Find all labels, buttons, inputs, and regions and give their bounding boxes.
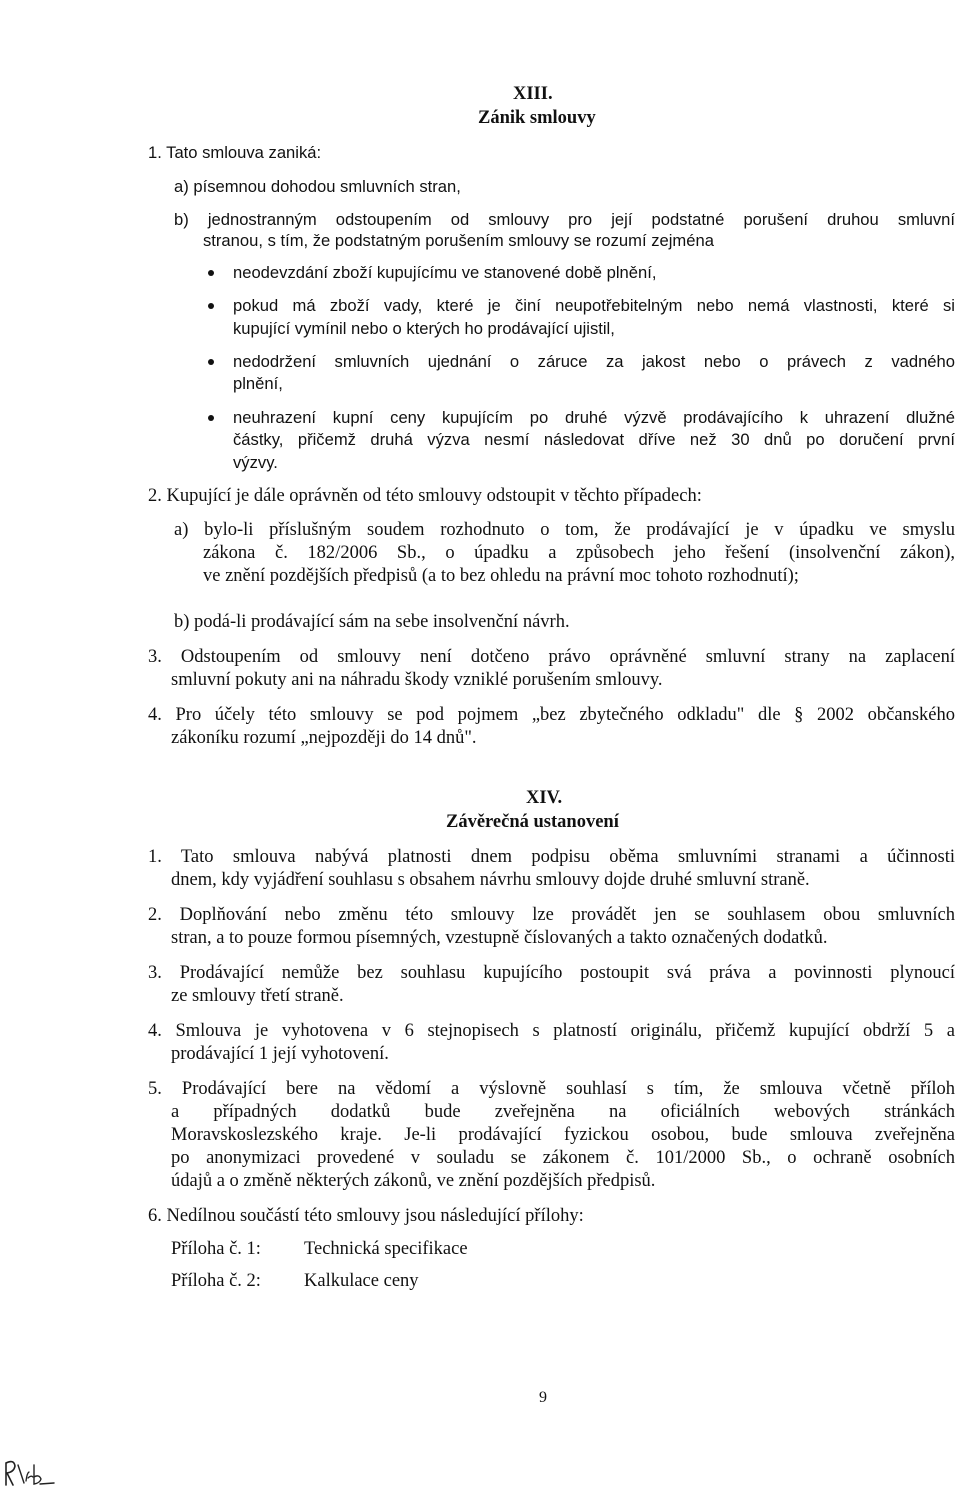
sec14-p6-lead: 6. Nedílnou součástí této smlouvy jsou následující přílohy: bbox=[148, 1206, 584, 1226]
sec14-p5-line1: 5. Prodávající bere na vědomí a výslovně souhlasí s tím, že smlouva včetně příloh bbox=[148, 1079, 955, 1099]
sec14-p1-line2: dnem, kdy vyjádření souhlasu s obsahem návrhu smlouvy dojde druhé smluvní straně. bbox=[171, 870, 810, 890]
sec13-bullet-4-line1: neuhrazení kupní ceny kupujícím po druhé výzvě prodávajícího k uhrazení dlužné bbox=[233, 408, 955, 427]
sec13-p1-lead: 1. Tato smlouva zaniká: bbox=[148, 143, 322, 162]
sec13-bullet-3-line2: plnění, bbox=[233, 374, 283, 393]
page-number: 9 bbox=[539, 1389, 547, 1406]
sec14-p5-line4: po anonymizaci provedené v souladu se zákonem č. 101/2000 Sb., o ochraně osobních bbox=[171, 1148, 955, 1168]
sec13-bullet-3-line1: nedodržení smluvních ujednání o záruce za jakost nebo o právech z vadného bbox=[233, 352, 955, 371]
sec13-p2-item-a-line3: ve znění pozdějších předpisů (a to bez ohledu na právní moc tohoto rozhodnutí); bbox=[203, 566, 799, 586]
bullet-icon bbox=[208, 270, 214, 276]
sec13-bullet-4-line3: výzvy. bbox=[233, 453, 278, 472]
bullet-icon bbox=[208, 415, 214, 421]
sec14-p3-line2: ze smlouvy třetí straně. bbox=[171, 986, 344, 1006]
sec14-p1-line1: 1. Tato smlouva nabývá platnosti dnem podpisu oběma smluvními stranami a účinnosti bbox=[148, 847, 955, 867]
sec13-bullet-4-line2: částky, přičemž druhá výzva nesmí následovat dříve než 30 dnů po doručení první bbox=[233, 430, 955, 449]
section-14-number: XIV. bbox=[526, 788, 563, 808]
sec13-p2-item-a-line1: a) bylo-li příslušným soudem rozhodnuto o tom, že prodávající je v úpadku ve smyslu bbox=[174, 520, 955, 540]
handwritten-initials bbox=[0, 1455, 60, 1491]
sec13-bullet-1: neodevzdání zboží kupujícímu ve stanovené době plnění, bbox=[233, 263, 657, 282]
sec13-p3-line2: smluvní pokuty ani na náhradu škody vzniklé porušením smlouvy. bbox=[171, 670, 663, 690]
sec14-p2-line2: stran, a to pouze formou písemných, vzestupně číslovaných a takto označených dodatků. bbox=[171, 928, 828, 948]
sec13-p1-item-a: a) písemnou dohodou smluvních stran, bbox=[174, 177, 461, 196]
sec13-bullet-2-line1: pokud má zboží vady, které je činí neupotřebitelným nebo nemá vlastnosti, které si bbox=[233, 296, 955, 315]
sec14-p3-line1: 3. Prodávající nemůže bez souhlasu kupujícího postoupit svá práva a povinnosti plynoucí bbox=[148, 963, 955, 983]
sec13-p1-item-b-line2: stranou, s tím, že podstatným porušením smlouvy se rozumí zejména bbox=[203, 231, 714, 250]
sec13-p4-line2: zákoníku rozumí „nejpozději do 14 dnů". bbox=[171, 728, 477, 748]
bullet-icon bbox=[208, 359, 214, 365]
sec14-p2-line1: 2. Doplňování nebo změnu této smlouvy lze provádět jen se souhlasem obou smluvních bbox=[148, 905, 955, 925]
sec14-p5-line3: Moravskoslezského kraje. Je-li prodávající fyzickou osobou, bude smlouva zveřejněna bbox=[171, 1125, 955, 1145]
sec14-p5-line2: a případných dodatků bude zveřejněna na oficiálních webových stránkách bbox=[171, 1102, 955, 1122]
sec14-p4-line1: 4. Smlouva je vyhotovena v 6 stejnopisech s platností originálu, přičemž kupující obdrží 5 a bbox=[148, 1021, 955, 1041]
attachment-2-label: Příloha č. 2: bbox=[171, 1271, 261, 1291]
section-13-number: XIII. bbox=[513, 84, 553, 104]
attachment-1-label: Příloha č. 1: bbox=[171, 1239, 261, 1259]
sec13-bullet-2-line2: kupující vymínil nebo o kterých ho prodávající ujistil, bbox=[233, 319, 615, 338]
sec13-p2-lead: 2. Kupující je dále oprávněn od této smlouvy odstoupit v těchto případech: bbox=[148, 486, 702, 506]
sec13-p1-item-b-line1: b) jednostranným odstoupením od smlouvy pro její podstatné porušení druhou smluvní bbox=[174, 210, 955, 229]
sec13-p2-item-a-line2: zákona č. 182/2006 Sb., o úpadku a způsobech jeho řešení (insolvenční zákon), bbox=[203, 543, 955, 563]
sec13-p3-line1: 3. Odstoupením od smlouvy není dotčeno právo oprávněné smluvní strany na zaplacení bbox=[148, 647, 955, 667]
attachment-2-value: Kalkulace ceny bbox=[304, 1271, 419, 1291]
sec13-p4-line1: 4. Pro účely této smlouvy se pod pojmem „bez zbytečného odkladu" dle § 2002 občanského bbox=[148, 705, 955, 725]
bullet-icon bbox=[208, 303, 214, 309]
sec14-p4-line2: prodávající 1 její vyhotovení. bbox=[171, 1044, 389, 1064]
section-14-title: Závěrečná ustanovení bbox=[446, 812, 619, 832]
sec13-p2-item-b: b) podá-li prodávající sám na sebe insolvenční návrh. bbox=[174, 612, 570, 632]
attachment-1-value: Technická specifikace bbox=[304, 1239, 468, 1259]
section-13-title: Zánik smlouvy bbox=[478, 108, 596, 128]
sec14-p5-line5: údajů a o změně některých zákonů, ve znění pozdějších předpisů. bbox=[171, 1171, 656, 1191]
